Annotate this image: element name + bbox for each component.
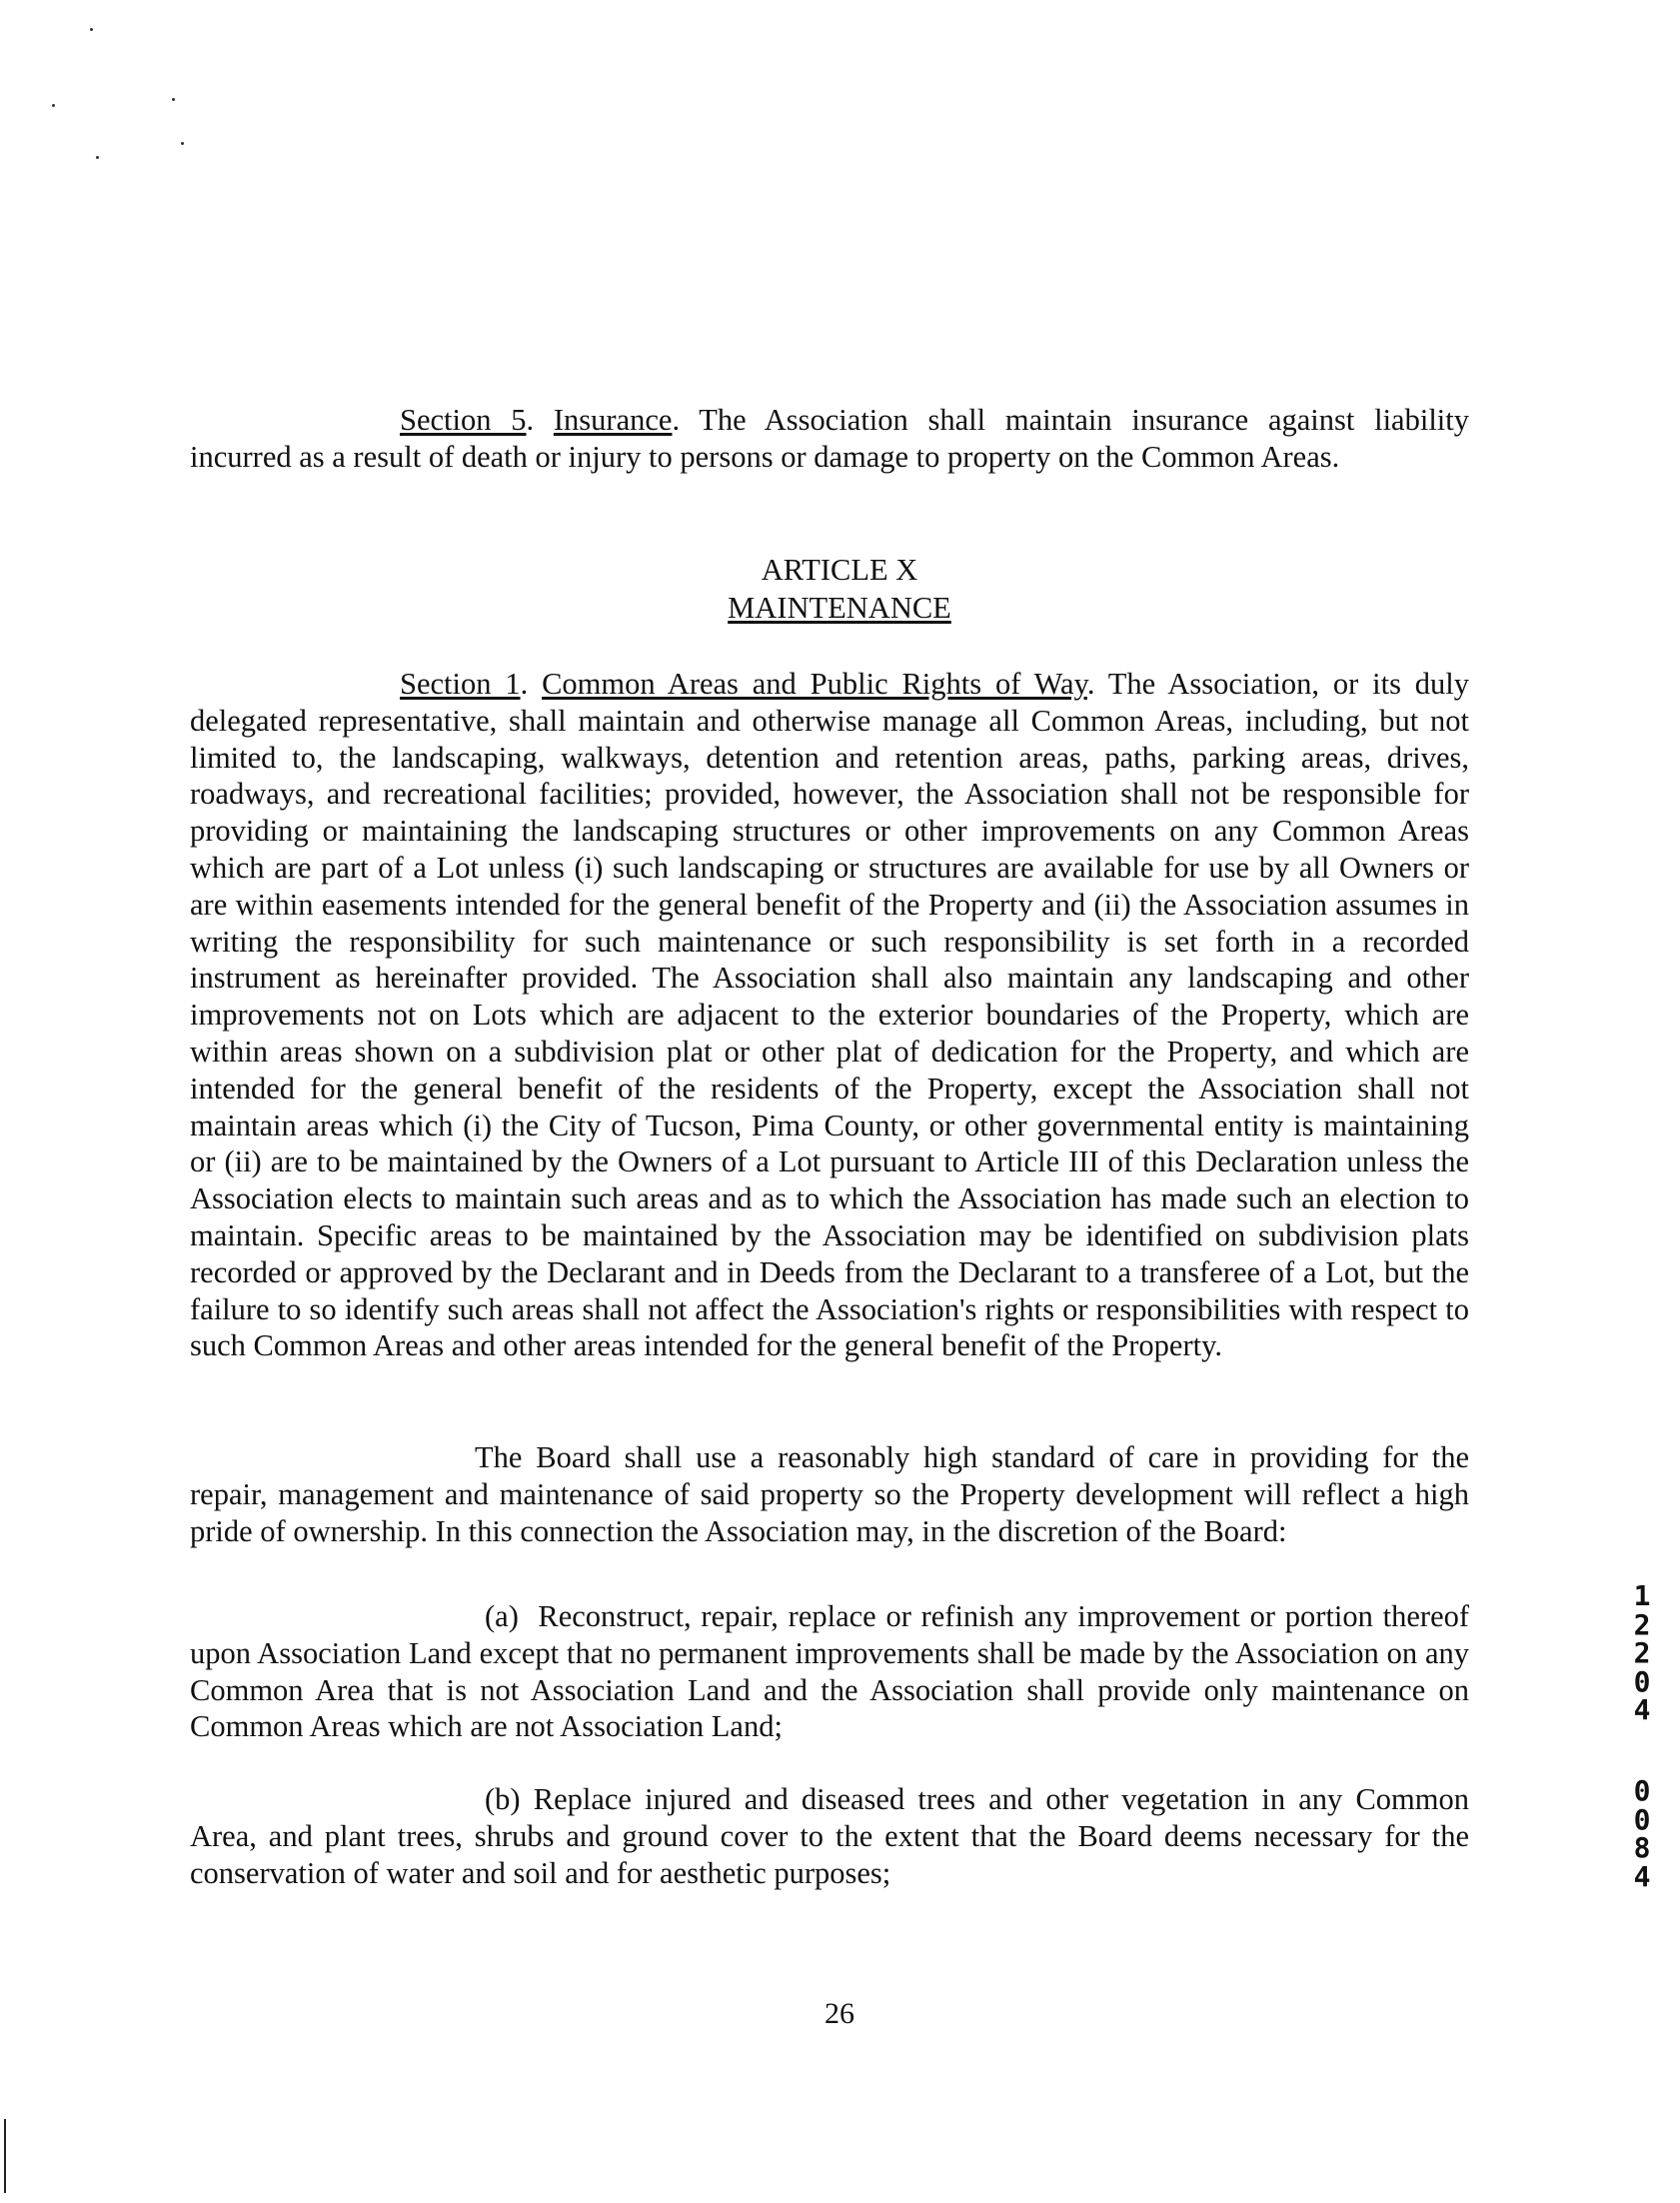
recording-digit: 0 xyxy=(1633,1802,1651,1836)
page-number: 26 xyxy=(825,1997,854,2030)
section-1-label: Section 1 xyxy=(400,667,521,701)
item-b-paragraph xyxy=(190,1781,1469,1891)
section-1-text: The Association, or its duly delegated representative, shall maintain and otherwise manage all Common Areas, including, but not limited to, the landscaping, walkways, detention and retention areas, paths, parking areas, drives, roadways, and recreational facilities; provided, however, the Association shall not be responsible for providing or maintaining the landscaping structures or other improvements on any Common Areas which are part of a Lot unless (i) such landscaping or structures are available for use by all Owners or are within easements intended for the general benefit of the Property and (ii) the Association assumes in writing the responsibility for such maintenance or such responsibility is set forth in a recorded instrument as hereinafter provided. The Association shall also maintain any landscaping and other improvements not on Lots which are adjacent to the exterior boundaries of the Property, which are within areas shown on a subdivision plat or other plat of dedication for the Property, and which are intended for the general benefit of the residents of the Property, except the Association shall not maintain areas which (i) the City of Tucson, Pima County, or other governmental entity is maintaining or (ii) are to be maintained by the Owners of a Lot pursuant to Article III of this Declaration unless the Association elects to maintain such areas and as to which the Association has made such an election to maintain. Specific areas to be maintained by the Association may be identified on subdivision plats recorded or approved by the Declarant and in Deeds from the Declarant to a transferee of a Lot, but the failure to so identify such areas shall not affect the Association's rights or responsibilities with respect to such Common Areas and other areas intended for the general benefit of the Property. xyxy=(190,667,1470,1363)
scan-speck xyxy=(172,98,175,101)
section-5-label: Section 5 xyxy=(400,403,527,437)
recording-number-part-1 xyxy=(1627,1579,1657,1726)
section-1-title: Common Areas and Public Rights of Way xyxy=(542,667,1087,701)
scan-speck xyxy=(90,28,93,31)
scan-speck xyxy=(181,142,184,145)
recording-digit: 2 xyxy=(1633,1607,1651,1641)
article-heading xyxy=(700,551,979,627)
recording-digit: 0 xyxy=(1633,1774,1651,1807)
board-paragraph: The Board shall use a reasonably high standard of care in providing for the repair, management and maintenance of said property so the Property development will reflect a high pride of ownership. In this connection the Association may, in the discretion of the Board: xyxy=(190,1440,1469,1548)
section-5-text: The Association shall maintain insurance against liability incurred as a result of death or injury to persons or damage to property on the Common Areas. xyxy=(190,403,1469,474)
item-b-text: Replace injured and diseased trees and other vegetation in any Common Area, and plant trees, shrubs and ground cover to the extent that the Board deems necessary for the conservation of water and soil and for aesthetic purposes; xyxy=(190,1782,1469,1890)
recording-digit: 4 xyxy=(1633,1859,1651,1893)
recording-digit: 2 xyxy=(1633,1636,1651,1669)
recording-number-part-2 xyxy=(1627,1774,1657,1893)
recording-digit: 8 xyxy=(1633,1831,1651,1864)
scan-speck xyxy=(52,104,55,107)
section-5-title: Insurance xyxy=(553,403,673,437)
article-number: ARTICLE X xyxy=(761,553,918,587)
item-a-paragraph xyxy=(190,1598,1469,1745)
recording-digit: 1 xyxy=(1633,1579,1651,1612)
scan-speck xyxy=(96,156,99,159)
recording-digit: 4 xyxy=(1633,1693,1651,1726)
item-b-label: (b) xyxy=(485,1782,521,1816)
scan-margin-line xyxy=(4,2119,6,2193)
recording-digit: 0 xyxy=(1633,1664,1651,1698)
item-a-text: Reconstruct, repair, replace or refinish any improvement or portion thereof upon Association Land except that no permanent improvements shall be made by the Association on any Common Area that is not Association Land and the Association shall provide only maintenance on Common Areas which are not Association Land; xyxy=(190,1599,1470,1744)
item-a-label: (a) xyxy=(485,1599,519,1633)
section-5-paragraph: Section 5. Insurance. The Association shall maintain insurance against liability incurred as a result of death or injury to persons or damage to property on the Common Areas. xyxy=(190,403,1469,474)
article-title: MAINTENANCE xyxy=(728,591,951,625)
section-1-paragraph: Section 1. Common Areas and Public Rights of Way. The Association, or its duly delegated representative, shall maintain and otherwise manage all Common Areas, including, but not limited to, the landscaping, walkways, detention and retention areas, paths, parking areas, drives, roadways, and recreational facilities; provided, however, the Association shall not be responsible for providing or maintaining the landscaping structures or other improvements on any Common Areas which are part of a Lot unless (i) such landscaping or structures are available for use by all Owners or are within easements intended for the general benefit of the Property and (ii) the Association assumes in writing the responsibility for such maintenance or such responsibility is set forth in a recorded instrument as hereinafter provided. The Association shall also maintain any landscaping and other improvements not on Lots which are adjacent to the exterior boundaries of the Property, which are within areas shown on a subdivision plat or other plat of dedication for the Property, and which are intended for the general benefit of the residents of the Property, except the Association shall not maintain areas which (i) the City of Tucson, Pima County, or other governmental entity is maintaining or (ii) are to be maintained by the Owners of a Lot pursuant to Article III of this Declaration unless the Association elects to maintain such areas and as to which the Association has made such an election to maintain. Specific areas to be maintained by the Association may be identified on subdivision plats recorded or approved by the Declarant and in Deeds from the Declarant to a transferee of a Lot, but the failure to so identify such areas shall not affect the Association's rights or responsibilities with respect to such Common Areas and other areas intended for the general benefit of the Property. xyxy=(190,667,1470,1363)
